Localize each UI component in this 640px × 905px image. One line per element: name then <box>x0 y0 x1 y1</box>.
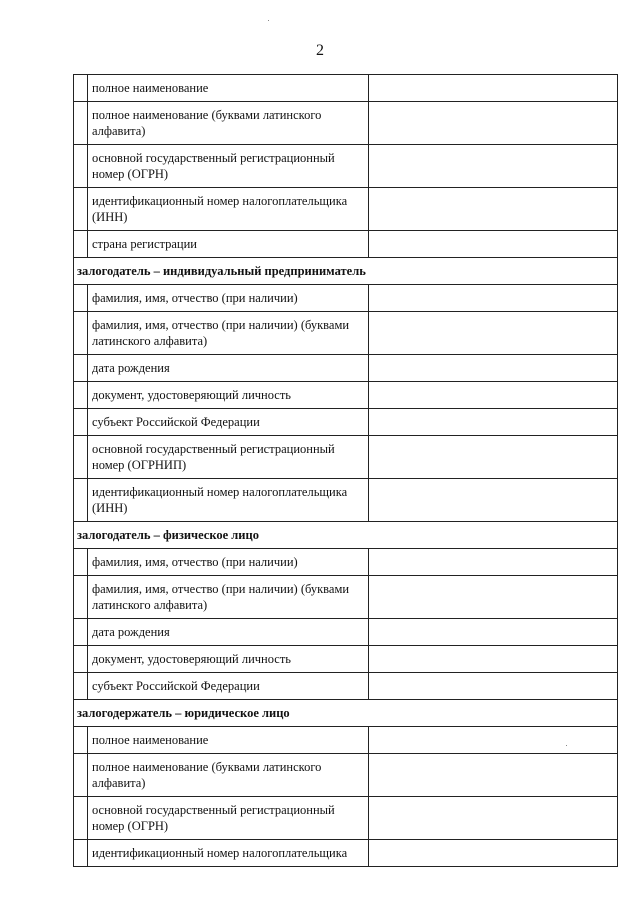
field-value-cell[interactable] <box>369 436 618 479</box>
indent-cell <box>74 754 88 797</box>
indent-cell <box>74 436 88 479</box>
field-value-cell[interactable] <box>369 797 618 840</box>
indent-cell <box>74 188 88 231</box>
field-label: идентификационный номер налогоплательщика (ИНН) <box>88 188 369 231</box>
field-value-cell[interactable] <box>369 727 618 754</box>
indent-cell <box>74 840 88 867</box>
form-row <box>74 576 618 619</box>
form-row <box>74 754 618 797</box>
field-label: документ, удостоверяющий личность <box>88 646 369 673</box>
field-value-cell[interactable] <box>369 355 618 382</box>
indent-cell <box>74 549 88 576</box>
indent-cell <box>74 75 88 102</box>
field-label: фамилия, имя, отчество (при наличии) <box>88 549 369 576</box>
section-heading: залогодатель – индивидуальный предприниматель <box>74 258 618 285</box>
scan-speck <box>268 20 269 21</box>
form-row <box>74 797 618 840</box>
form-row <box>74 479 618 522</box>
indent-cell <box>74 102 88 145</box>
indent-cell <box>74 409 88 436</box>
field-label: основной государственный регистрационный номер (ОГРН) <box>88 797 369 840</box>
field-label: фамилия, имя, отчество (при наличии) <box>88 285 369 312</box>
indent-cell <box>74 382 88 409</box>
field-value-cell[interactable] <box>369 285 618 312</box>
indent-cell <box>74 576 88 619</box>
form-row <box>74 436 618 479</box>
form-row <box>74 231 618 258</box>
form-row <box>74 619 618 646</box>
form-row <box>74 145 618 188</box>
field-label: идентификационный номер налогоплательщика <box>88 840 369 867</box>
indent-cell <box>74 145 88 188</box>
field-value-cell[interactable] <box>369 840 618 867</box>
field-label: субъект Российской Федерации <box>88 409 369 436</box>
field-value-cell[interactable] <box>369 382 618 409</box>
form-row <box>74 673 618 700</box>
field-label: документ, удостоверяющий личность <box>88 382 369 409</box>
indent-cell <box>74 355 88 382</box>
section-header-row <box>74 522 618 549</box>
indent-cell <box>74 727 88 754</box>
field-label: основной государственный регистрационный номер (ОГРНИП) <box>88 436 369 479</box>
field-label: субъект Российской Федерации <box>88 673 369 700</box>
field-label: полное наименование (буквами латинского алфавита) <box>88 754 369 797</box>
form-row <box>74 409 618 436</box>
field-value-cell[interactable] <box>369 231 618 258</box>
field-label: основной государственный регистрационный номер (ОГРН) <box>88 145 369 188</box>
indent-cell <box>74 285 88 312</box>
form-row <box>74 382 618 409</box>
field-value-cell[interactable] <box>369 673 618 700</box>
field-value-cell[interactable] <box>369 646 618 673</box>
form-row <box>74 285 618 312</box>
field-value-cell[interactable] <box>369 75 618 102</box>
indent-cell <box>74 231 88 258</box>
field-value-cell[interactable] <box>369 188 618 231</box>
form-row <box>74 646 618 673</box>
indent-cell <box>74 312 88 355</box>
indent-cell <box>74 673 88 700</box>
field-value-cell[interactable] <box>369 619 618 646</box>
form-row <box>74 840 618 867</box>
field-value-cell[interactable] <box>369 549 618 576</box>
section-header-row <box>74 700 618 727</box>
form-row <box>74 727 618 754</box>
field-value-cell[interactable] <box>369 576 618 619</box>
field-label: полное наименование <box>88 75 369 102</box>
form-row <box>74 75 618 102</box>
field-value-cell[interactable] <box>369 312 618 355</box>
field-value-cell[interactable] <box>369 102 618 145</box>
field-label: идентификационный номер налогоплательщика (ИНН) <box>88 479 369 522</box>
form-body <box>74 75 618 867</box>
section-heading: залогодатель – физическое лицо <box>74 522 618 549</box>
section-heading: залогодержатель – юридическое лицо <box>74 700 618 727</box>
form-row <box>74 312 618 355</box>
field-label: дата рождения <box>88 355 369 382</box>
field-value-cell[interactable] <box>369 145 618 188</box>
indent-cell <box>74 646 88 673</box>
registration-form-table <box>73 74 618 867</box>
field-label: страна регистрации <box>88 231 369 258</box>
field-value-cell[interactable] <box>369 754 618 797</box>
field-label: полное наименование (буквами латинского алфавита) <box>88 102 369 145</box>
form-row <box>74 355 618 382</box>
section-header-row <box>74 258 618 285</box>
form-row <box>74 188 618 231</box>
field-label: дата рождения <box>88 619 369 646</box>
field-label: фамилия, имя, отчество (при наличии) (буквами латинского алфавита) <box>88 576 369 619</box>
field-label: полное наименование <box>88 727 369 754</box>
form-row <box>74 549 618 576</box>
page-number: 2 <box>316 42 324 59</box>
indent-cell <box>74 479 88 522</box>
field-value-cell[interactable] <box>369 479 618 522</box>
form-row <box>74 102 618 145</box>
field-value-cell[interactable] <box>369 409 618 436</box>
field-label: фамилия, имя, отчество (при наличии) (буквами латинского алфавита) <box>88 312 369 355</box>
indent-cell <box>74 619 88 646</box>
indent-cell <box>74 797 88 840</box>
